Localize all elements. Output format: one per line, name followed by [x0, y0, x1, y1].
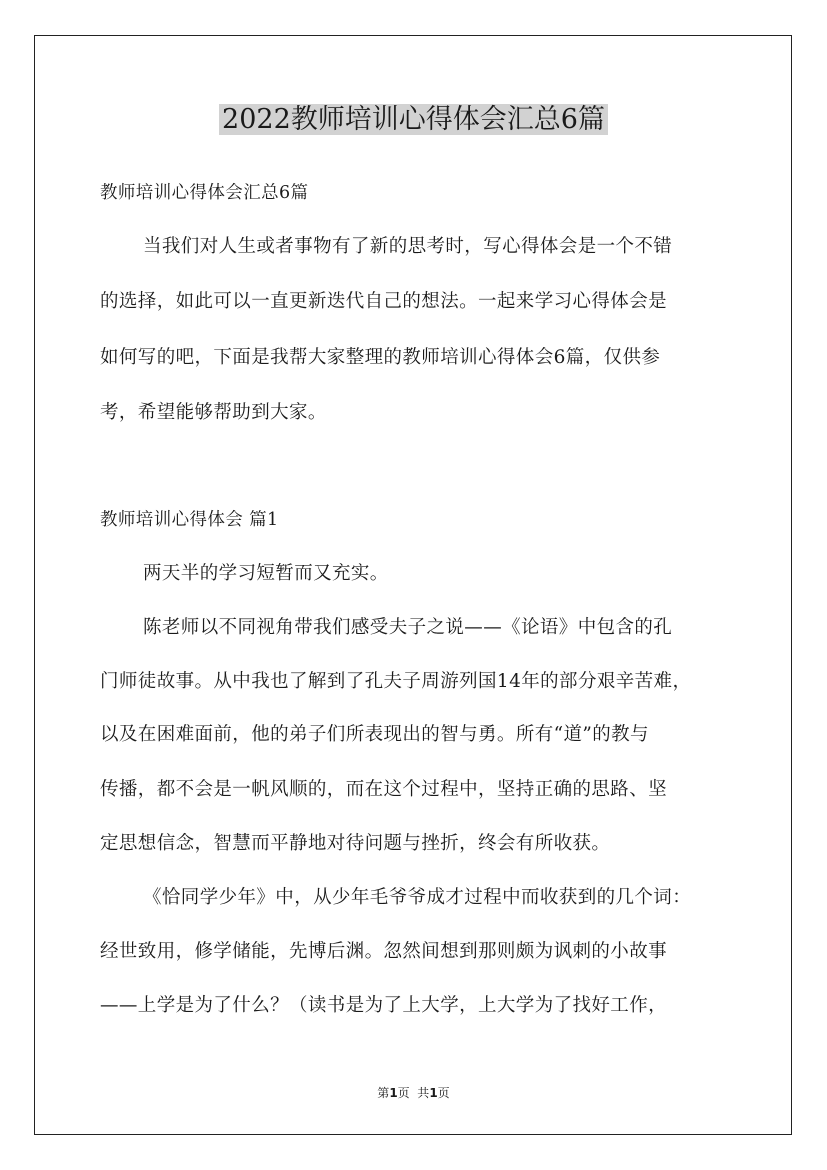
footer-page-number: 1 — [389, 1086, 398, 1100]
document-title — [0, 100, 827, 140]
intro-line-2: 的选择，如此可以一直更新迭代自己的想法。一起来学习心得体会是 — [100, 291, 668, 312]
footer-mid: 页 共 — [397, 1086, 430, 1100]
body-line-7: 《恰同学少年》中，从少年毛爷爷成才过程中而收获到的几个词： — [143, 887, 692, 908]
intro-line-1: 当我们对人生或者事物有了新的思考时，写心得体会是一个不错 — [143, 236, 673, 257]
footer-prefix: 第 — [377, 1086, 390, 1100]
body-line-1: 两天半的学习短暂而又充实。 — [143, 563, 389, 584]
intro-line-4: 考，希望能够帮助到大家。 — [100, 402, 327, 423]
body-line-9: ——上学是为了什么？（读书是为了上大学，上大学为了找好工作， — [100, 995, 668, 1016]
footer-total-pages: 1 — [429, 1086, 438, 1100]
body-line-5: 传播，都不会是一帆风顺的，而在这个过程中，坚持正确的思路、坚 — [100, 779, 668, 800]
section-heading: 教师培训心得体会 篇1 — [100, 510, 279, 530]
body-line-4: 以及在困难面前，他的弟子们所表现出的智与勇。所有“道”的教与 — [100, 724, 649, 745]
footer-suffix: 页 — [437, 1086, 450, 1100]
document-subtitle: 教师培训心得体会汇总6篇 — [100, 183, 309, 203]
body-line-3: 门师徒故事。从中我也了解到了孔夫子周游列国14年的部分艰辛苦难， — [100, 671, 692, 692]
page-footer — [0, 1085, 827, 1101]
body-line-8: 经世致用，修学储能，先博后渊。忽然间想到那则颇为讽刺的小故事 — [100, 941, 668, 962]
document-title-text: 2022教师培训心得体会汇总6篇 — [219, 104, 608, 135]
body-line-6: 定思想信念，智慧而平静地对待问题与挫折，终会有所收获。 — [100, 833, 611, 854]
body-line-2: 陈老师以不同视角带我们感受夫子之说——《论语》中包含的孔 — [143, 617, 673, 638]
intro-line-3: 如何写的吧，下面是我帮大家整理的教师培训心得体会6篇，仅供参 — [100, 347, 661, 368]
